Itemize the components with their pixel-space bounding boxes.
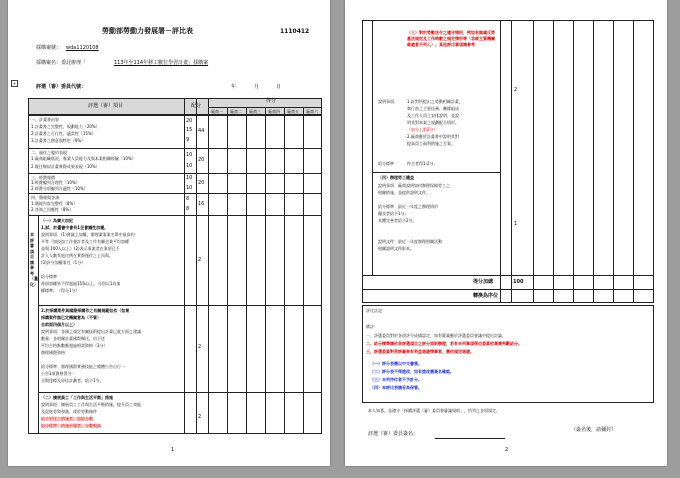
case-name: 113年至114年移工數位學習計畫」採購案 bbox=[114, 60, 209, 66]
row3-line1: 三、經費報價 bbox=[31, 175, 55, 180]
detail2-line4: 說明事項：各國之規定有關技術提出計畫已就方面之建議 bbox=[41, 329, 141, 334]
item-line3: 及工作人員之安排說明，並說 bbox=[407, 113, 459, 118]
evaluation-table-continued bbox=[362, 20, 654, 303]
row4-total: 16 bbox=[198, 201, 205, 207]
detail1-head: （一）為廣大加紀 bbox=[41, 218, 73, 223]
detail1-line2: 說明事項：(1)會議上加權，辦理業事業名單中最高約 bbox=[41, 232, 135, 237]
row1-sub2: 15 bbox=[186, 127, 193, 133]
row2-sub1: 10 bbox=[186, 152, 193, 158]
detail1-line6: (3)評分加權事宜（1分） bbox=[41, 260, 86, 265]
detail1-line9: 權標準。（得分1分） bbox=[41, 288, 80, 293]
document-number: 1110412 bbox=[280, 28, 310, 35]
date-day: 日 bbox=[276, 84, 282, 90]
item-line6: 2.廠商應於計畫書中說明其對 bbox=[407, 134, 459, 139]
blue-item-3: （三）未列序位者不予計分。 bbox=[370, 377, 422, 382]
s4-line1: 說明事項：廠商說明如何辦理保障勞工之 bbox=[378, 183, 450, 188]
item-line1: 1.針對所提出之勞動相關計畫， bbox=[407, 99, 463, 104]
vendor-header-4: 廠商四 bbox=[268, 109, 280, 114]
column-header-score: 得分 bbox=[266, 98, 277, 104]
case-number-label: 採購案號： bbox=[36, 45, 62, 51]
detail3-score: 2 bbox=[198, 414, 202, 420]
judge-sign-label: 評選（審）委員簽名： bbox=[368, 431, 419, 437]
s4-line2: 相關措施，並提供證明文件。 bbox=[378, 190, 430, 195]
vendor-header-5: 廠商五 bbox=[287, 109, 299, 114]
detail3-line3: 給予更佳之措施者，加給分數 bbox=[41, 416, 93, 421]
s4-line4: 優良者給予1分； bbox=[378, 211, 409, 216]
row4-line1: 四、簡報與答詢 bbox=[31, 195, 59, 200]
row1-sub3: 9 bbox=[186, 137, 190, 143]
sign-paren-note: （簽名後，請彌封） bbox=[571, 427, 617, 433]
detail1-score: 2 bbox=[198, 257, 202, 263]
detail2-line5: 數量：各相關計畫國際類比，由下述 bbox=[41, 336, 105, 341]
vendor-header-2: 廠商二 bbox=[230, 109, 242, 114]
page-number-1: 1 bbox=[171, 447, 175, 453]
vendor-header-3: 廠商三 bbox=[249, 109, 261, 114]
column-header-item: 評選（審）項目 bbox=[88, 103, 124, 109]
note-2: 二、給分標準請依各評選項目之評分原則辦理，若有未列事項得由委員依專業判斷給分。 bbox=[366, 341, 522, 346]
detail2-line8: 給分標準：辦理國際實務技能之總體公告自行一 bbox=[41, 364, 125, 369]
document-page-2 bbox=[345, 0, 667, 466]
s4-line5: 具體完善者給予2分。 bbox=[378, 218, 417, 223]
notes-head: 備註： bbox=[366, 324, 378, 329]
page-number-2: 2 bbox=[505, 447, 509, 453]
total-label: 得分加總 bbox=[473, 279, 494, 285]
detail1-line4: 並與 100人以上）(2)表示事業者在事項已不 bbox=[41, 246, 120, 251]
s4-line7: 相關證明文件影本。 bbox=[378, 246, 414, 251]
sign-statement: 本人知悉，並遵守「採購評選（審）委員會審議規則」，所列之各項規定。 bbox=[368, 408, 500, 413]
row4-sub2: 8 bbox=[186, 206, 190, 212]
row4-line2: 1.簡報內容完整性（8%） bbox=[31, 201, 78, 206]
section4-title: （四）辦理勞工權益 bbox=[378, 175, 414, 180]
signature-line[interactable] bbox=[435, 438, 505, 439]
detail2-line6: 平均合格點數應超過相當資格（3分） bbox=[41, 343, 108, 348]
detail3-line1: 說明事項：擴展員工工作與生活平衡措施，提升員工效能 bbox=[41, 402, 141, 407]
row2-line2: 1.廠商組織狀況、專業人員能力及與本案相關經驗（10%） bbox=[31, 156, 136, 161]
detail3-head: （二）擴展員工「工作與生活平衡」措施 bbox=[41, 395, 113, 400]
red-highlight-note: （三）對於勞動法令之遵守情形，例如有無違反勞基法規定及工作時數之規定情形等（非經主管機關裁處者不列入）。其他評比事項請參考 bbox=[407, 30, 495, 47]
move-handle-icon[interactable]: + bbox=[12, 81, 17, 86]
item-line7: 提高員工福利措施之方案。 bbox=[407, 141, 455, 146]
date-month: 月 bbox=[254, 84, 260, 90]
vendor-header-6: 廠商六 bbox=[306, 109, 318, 114]
side-vertical-label: 本評審項目請參考（量化） bbox=[30, 232, 38, 287]
detail1-line8: 每項加權皆不得超過15%以上，分別以1為加 bbox=[41, 281, 121, 286]
item-line4: 明其對本案之規劃配合情形。 bbox=[407, 120, 459, 125]
row2-total: 20 bbox=[198, 157, 205, 163]
item-line2: 執行前之主要任務、團隊組成 bbox=[407, 106, 459, 111]
total-value: 100 bbox=[513, 279, 524, 285]
detail2-line1: 2.於採購案件與國際採購作之有關規範如依（如業 bbox=[41, 308, 130, 313]
row3-line3: 2.經費分項編列合適性（10%） bbox=[31, 186, 88, 191]
note-1: 一、評選委員對於各項評分成績認定，如有疑義應於評選委員會議中提出討論。 bbox=[366, 333, 506, 338]
date-year: 年 bbox=[231, 84, 237, 90]
row4-line3: 2.答詢之回應性（8%） bbox=[31, 207, 74, 212]
detail3-line2: 及促進勞資和諧，或於勞動條件 bbox=[41, 409, 97, 414]
give-standard-label: 給分標準： bbox=[378, 161, 398, 166]
row3-sub1: 10 bbox=[186, 175, 193, 181]
row1-sub1: 20 bbox=[186, 118, 193, 124]
row1-line1: 一、計畫書內容 bbox=[31, 117, 59, 122]
row3-line2: 1.經費編列合理性（10%） bbox=[31, 180, 80, 185]
row1-total: 44 bbox=[198, 128, 205, 134]
row3-total: 20 bbox=[198, 180, 205, 186]
detail1-line1: 1.試、計畫書中會有1至會議性加權。 bbox=[41, 225, 109, 230]
detail2-line3: 自前面四個月以上） bbox=[41, 322, 77, 327]
form-title: 勞動部勞動力發展署－評比表 bbox=[102, 27, 193, 35]
detail1-line7: 給分標準： bbox=[41, 274, 61, 279]
document-page-1 bbox=[8, 0, 330, 466]
row2-sub2: 10 bbox=[186, 163, 193, 169]
note-3: 三、評選委員對受評廠商有利益迴避情事者，應依規定迴避。 bbox=[366, 349, 474, 354]
row3-sub2: 10 bbox=[186, 185, 193, 191]
detail2-line9: 公告1項資格得分： bbox=[41, 371, 76, 376]
detail1-line3: 平等（如投加工作會計者及工作有聯企業平均加權 bbox=[41, 239, 129, 244]
s4-line3: 給分標準：最近一年度之辦理情形 bbox=[378, 204, 438, 209]
detail2-score: 2 bbox=[198, 344, 202, 350]
case-name-label: 採購案名：委託辦理「 bbox=[36, 60, 87, 66]
give-standard-line: 符合者得1-2分。 bbox=[407, 161, 438, 166]
detail2-line2: 採購案件無已定機關意為（不管） bbox=[41, 315, 101, 320]
row2-line1: 二、過往之履約表現 bbox=[31, 150, 67, 155]
item-score: 2 bbox=[514, 87, 518, 93]
item-line5: （加分上限2分） bbox=[407, 127, 438, 132]
rank-label: 轉換為序位 bbox=[473, 293, 499, 299]
detail3-line4: 給分標準：措施更優者，分數較高 bbox=[41, 423, 101, 428]
row2-line3: 2.既往類似計畫實際成果表現（10%） bbox=[31, 164, 100, 169]
notes-label: 評比註記： bbox=[366, 308, 386, 313]
row4-sub1: 8 bbox=[186, 196, 190, 202]
column-header-weight: 配分 bbox=[191, 103, 202, 109]
s4-score: 1 bbox=[514, 221, 518, 227]
row1-line3: 2.計畫書之可行性、適當性（15%） bbox=[31, 131, 96, 136]
case-number: wda1120108 bbox=[66, 45, 99, 51]
item-title: 說明事項： bbox=[378, 99, 398, 104]
blue-item-2: （二）評分表不得塗改，如有塗改應簽名確認。 bbox=[370, 369, 454, 374]
detail2-line7: 辦理國際資格： bbox=[41, 350, 69, 355]
vendor-header-1: 廠商一 bbox=[211, 109, 223, 114]
row1-line2: 1.計畫書之完整性、規劃能力（20%） bbox=[31, 124, 100, 129]
blue-item-1: （一）評分表應以中文書寫。 bbox=[370, 361, 422, 366]
blue-item-4: （四）本評比表請妥為保管。 bbox=[370, 385, 422, 390]
detail1-line5: 計入人數其他比例在實際運作之上而與。 bbox=[41, 253, 113, 258]
s4-line6: 說明文件：最近一年度辦理相關活動 bbox=[378, 239, 442, 244]
judge-code-label: 評選（審）委員代號： bbox=[36, 84, 87, 90]
detail2-line10: 全期達標及原估計劃者，給予1分。 bbox=[41, 378, 104, 383]
row1-line4: 3.計畫書之創意與特色（9%） bbox=[31, 138, 86, 143]
